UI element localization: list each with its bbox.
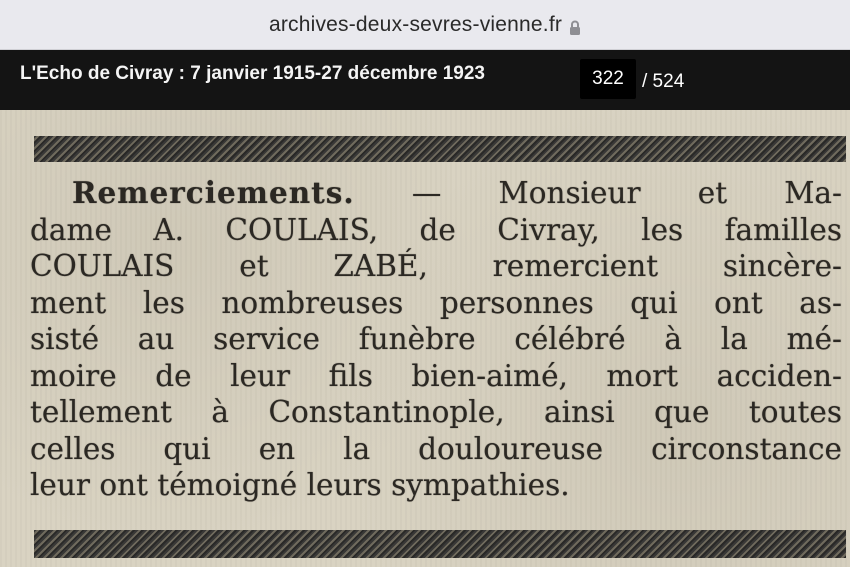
article-line: dame A. COULAIS, de Civray, les familles	[30, 212, 842, 247]
separator-rule-top	[34, 136, 846, 162]
article-line: ment les nombreuses personnes qui ont as-	[30, 285, 842, 320]
document-title: L'Echo de Civray : 7 janvier 1915-27 décembre 1923	[20, 63, 485, 84]
article-line: moire de leur fils bien-aimé, mort acciden-	[30, 358, 842, 393]
viewer-toolbar	[0, 50, 850, 110]
article-line: Remerciements. — Monsieur et Ma-	[72, 175, 842, 210]
current-page-input[interactable]: 322	[580, 59, 636, 99]
lock-icon	[569, 18, 581, 34]
article-heading: Remerciements.	[72, 175, 355, 210]
article-text	[30, 175, 842, 504]
article-line: tellement à Constantinople, ainsi que toutes	[30, 395, 842, 429]
article-line: sisté au service funèbre célébré à la mé-	[30, 322, 842, 356]
browser-address-bar[interactable]	[0, 0, 850, 50]
separator-rule-bottom	[34, 530, 846, 558]
article-line: celles qui en la douloureuse circonstance	[30, 431, 842, 466]
article-line: COULAIS et ZABÉ, remercient sincère-	[30, 249, 842, 283]
total-pages-label: / 524	[642, 71, 685, 92]
url-text[interactable]: archives-deux-sevres-vienne.fr	[268, 12, 563, 36]
newspaper-scan	[0, 110, 850, 567]
article-line: leur ont témoigné leurs sympathies.	[30, 468, 570, 502]
